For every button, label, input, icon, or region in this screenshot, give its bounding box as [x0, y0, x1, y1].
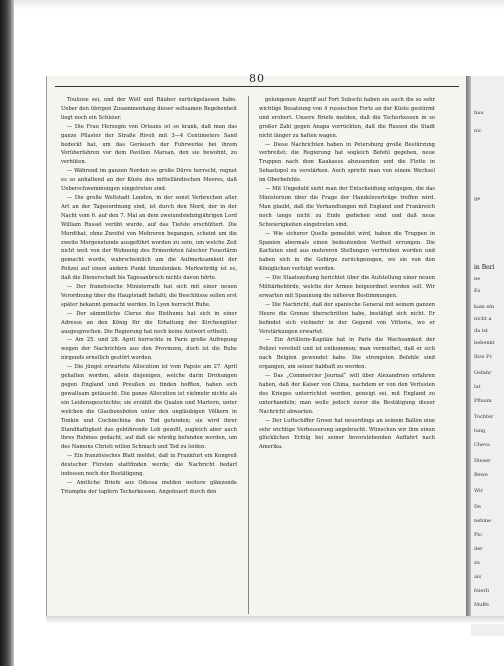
scan-top-edge — [0, 0, 504, 10]
adjacent-text-fragment: Dieser — [474, 458, 491, 464]
adjacent-text-fragment: nehme — [474, 518, 492, 524]
adjacent-text-fragment: Wir — [474, 488, 484, 494]
adjacent-text-fragment: ne — [474, 276, 481, 282]
adjacent-text-fragment: Muffe — [474, 602, 489, 608]
adjacent-text-fragment: nicht a — [474, 316, 492, 322]
left-text-column — [61, 96, 237, 497]
adjacent-text-fragment: Gefahr — [474, 370, 492, 376]
paragraph: — Am 25. und 28. April herrschte in Paris große Aufregung wegen der Nachrichten aus den Provinzen, doch ist die Ruhe nirgends ernstlich gestört worden. — [61, 337, 237, 362]
paragraph: — Amtliche Briefe aus Odessa melden weitere glänzende Triumphe der tapfern Tscherkessen. Angefeuert durch den — [61, 479, 237, 495]
paragraph: — Der Luftschiffer Green hat neuerdings an seinem Ballon eine sehr wichtige Verbesserung angebracht. Wünschen wir ihm einen glücklichen Erfolg bei seiner bevorstehenden Auffahrt nach Amerika. — [259, 417, 435, 451]
paragraph: — Wie sicherer Quelle gemeldet wird, haben die Truppen in Spanien abermals einen bedeutenden Vortheil errungen. Die Karlisten sind aus mehreren Stellungen vertrieben worden und haben sich in die Gebirge zurückgezogen, wo sie von den Königlichen verfolgt werden. — [259, 230, 435, 273]
adjacent-text-fragment: Es — [474, 288, 481, 294]
paragraph: — Ein Artillerie-Kapitän hat in Paris die Wachsamkeit der Polizei vereitelt und ist entkommen; man vermuthet, daß er sich nach Belgien gewendet habe. Die strengsten Befehle sind ergangen, um seiner habhaft zu werden. — [259, 337, 435, 371]
scan-binding-shadow — [0, 0, 14, 666]
paragraph: — Die Staatszeitung berichtet über die Aufstellung einer neuen Militärbehörde, welche der Armee beigeordnet werden soll. Wir erwarten mit Spannung die näheren Bestimmungen. — [259, 275, 435, 299]
adjacent-text-fragment: der — [474, 546, 483, 552]
adjacent-text-fragment: lung — [474, 428, 486, 434]
paragraph: — Der sämmtliche Clerus des Bisthums hat sich in einer Adresse an den König für die Erhaltung der Kirchengüter ausgesprochen. Die Regierung hat noch keine Antwort ertheilt. — [61, 310, 237, 335]
paragraph: — Ein französisches Blatt meldet, daß in Frankfurt ein Kongreß deutscher Fürsten stattfinden werde; die Nachricht bedarf indessen noch der Bestätigung. — [61, 453, 237, 478]
paragraph: — Die Frau Herzogin von Orleans ist so krank, daß man das ganze Pflaster der Straße Rivoli mit 3—4 Centimeters Sand bedeckt hat, um das Geräusch der Fuhrwerke bei ihrem Vorüberfahren vor dem Pavillon Marsan, den sie bewohnt, zu verhüten. — [61, 123, 237, 166]
adjacent-text-fragment: lat — [474, 384, 481, 390]
adjacent-text-fragment: Pflaum — [474, 398, 492, 404]
adjacent-text-fragment: zu — [474, 560, 480, 566]
adjacent-text-fragment: in Beri — [474, 264, 495, 271]
adjacent-text-fragment: feierli — [474, 588, 489, 594]
adjacent-text-fragment: Plo — [474, 532, 482, 538]
adjacent-page — [471, 76, 504, 636]
paragraph: — Mit Ungeduld sieht man der Entscheidung entgegen, die das Ministerium über die Frage der Handelsverträge treffen wird. Man glaubt, daß die Verhandlungen mit England und Frankreich noch lange nicht zu Ende gediehen sind und daß neue Schwierigkeiten eingetreten sind. — [259, 186, 435, 228]
paragraph: — Die große Weltstadt London, in der sonst Verbrechen aller Art an der Tagesordnung sind, ist durch den Mord, der in der Nacht vom 6. auf den 7. Mai an dem zweiundsiebzigjährigen Lord William Russel verübt wurde, auf das Tiefste erschüttert. Die Mordthat, ohne Zweifel von Mehreren begangen, scheint um die zweite Morgenstunde ausgeführt worden zu sein, um welche Zeit nicht weit von der Wohnung des Ermordeten falscher Feuerlärm gemacht wurde, wahrscheinlich um die Aufmerksamkeit der Polizei auf einen andern Punkt hinzulenken. Merkwürdig ist es, daß die Dienerschaft bis Tagesanbruch nichts davon hörte. — [61, 194, 237, 282]
header-rule — [55, 86, 459, 87]
paragraph: Touloise sei, und der Wolf und Räuber zurückgelassen habe. Ueber den übrigen Zusammenhang dieser seltsamen Begebenheit liegt noch ein Schleier. — [61, 97, 237, 121]
adjacent-text-fragment: als — [474, 574, 482, 580]
scan-bottom-shadow — [46, 616, 504, 624]
adjacent-text-fragment: Bewe — [474, 472, 488, 478]
adjacent-text-fragment: Ihre Fr — [474, 354, 492, 360]
paragraph: — Diese Nachrichten haben in Petersburg große Bestürzung verbreitet; die Regierung hat sogleich Befehl gegeben, neue Truppen nach dem Kaukasus abzusenden und die Flotte in Sebastopol zu verstärken. Auch spricht man von einem Wechsel im Oberbefehle. — [259, 141, 435, 184]
paragraph: — Während im ganzen Norden so große Dürre herrscht, regnet es so anhaltend an der Küste des mittelländischen Meeres, daß Ueberschwemmungen eingetreten sind. — [61, 168, 237, 193]
adjacent-text-fragment: nic — [474, 128, 482, 134]
paragraph: — Die jüngst erwartete Allocution ist vom Papste am 27. April gehalten worden, allein diejenigen, welche darin Drohungen gegen England und Preußen zu finden hofften, haben sich gewaltsam getäuscht. Die ganze Allocution ist vielmehr nichts als ein Leidensgeschichte; sie erzählt die Qualen und Martern, unter welchen die Glaubensboten unter den ungläubigen Völkern in Tonkin und Cochinchina den Tod gefunden; sie wird ihrer Standhaftigkeit das gebührende Lob gezollt, zugleich aber auch ihres Ruhmes gedacht, auf daß sie würdig befunden werden, um des Namens Christi willen Schmach und Tod zu leiden. — [61, 364, 237, 451]
right-text-column — [259, 96, 435, 452]
adjacent-text-fragment: Cheva — [474, 442, 490, 448]
page-number: 80 — [249, 72, 265, 85]
adjacent-text-fragment: hau — [474, 110, 484, 116]
column-divider — [248, 96, 249, 614]
paragraph: — Die Nachricht, daß der spanische General mit seinem ganzen Heere die Grenze überschritten habe, bestätigt sich nicht. Er befindet sich vielmehr in der Gegend von Vittoria, wo er Verstärkungen erwartet. — [259, 301, 435, 335]
adjacent-text-fragment: Tochter — [474, 414, 494, 420]
adjacent-text-fragment: kam ein — [474, 304, 495, 310]
adjacent-text-fragment: da ist — [474, 328, 488, 334]
paragraph: — Der französische Ministerrath hat sich mit einer neuen Verordnung über die Hauptstadt befaßt; die Beschlüsse sollen erst später bekannt gemacht werden. In Lyon herrscht Ruhe. — [61, 284, 237, 308]
adjacent-text-fragment: De — [474, 504, 481, 510]
document-page — [46, 72, 467, 616]
adjacent-text-fragment: ge — [474, 196, 481, 202]
paragraph: — Das „Commercier Journal“ will über Alexandrien erfahren haben, daß der Kaiser von China, nachdem er von den Verlusten des Krieges unterrichtet worden, geneigt sei, mit England zu unterhandeln; man wolle jedoch zuvor die Bestätigung dieser Nachricht abwarten. — [259, 373, 435, 415]
adjacent-text-fragment: bebenkt — [474, 340, 495, 346]
paragraph: gelungenen Angriff auf Fort Subschi haben sie auch die so sehr wichtige Besatzung von 4 russischen Forts an der Küste gestürmt und erobert. Unsere Briefe melden, daß die Tscherkessen in so großer Zahl gegen Anapa vorrückten, daß die Russen die Stadt nicht länger zu halten wagen. — [259, 97, 435, 139]
